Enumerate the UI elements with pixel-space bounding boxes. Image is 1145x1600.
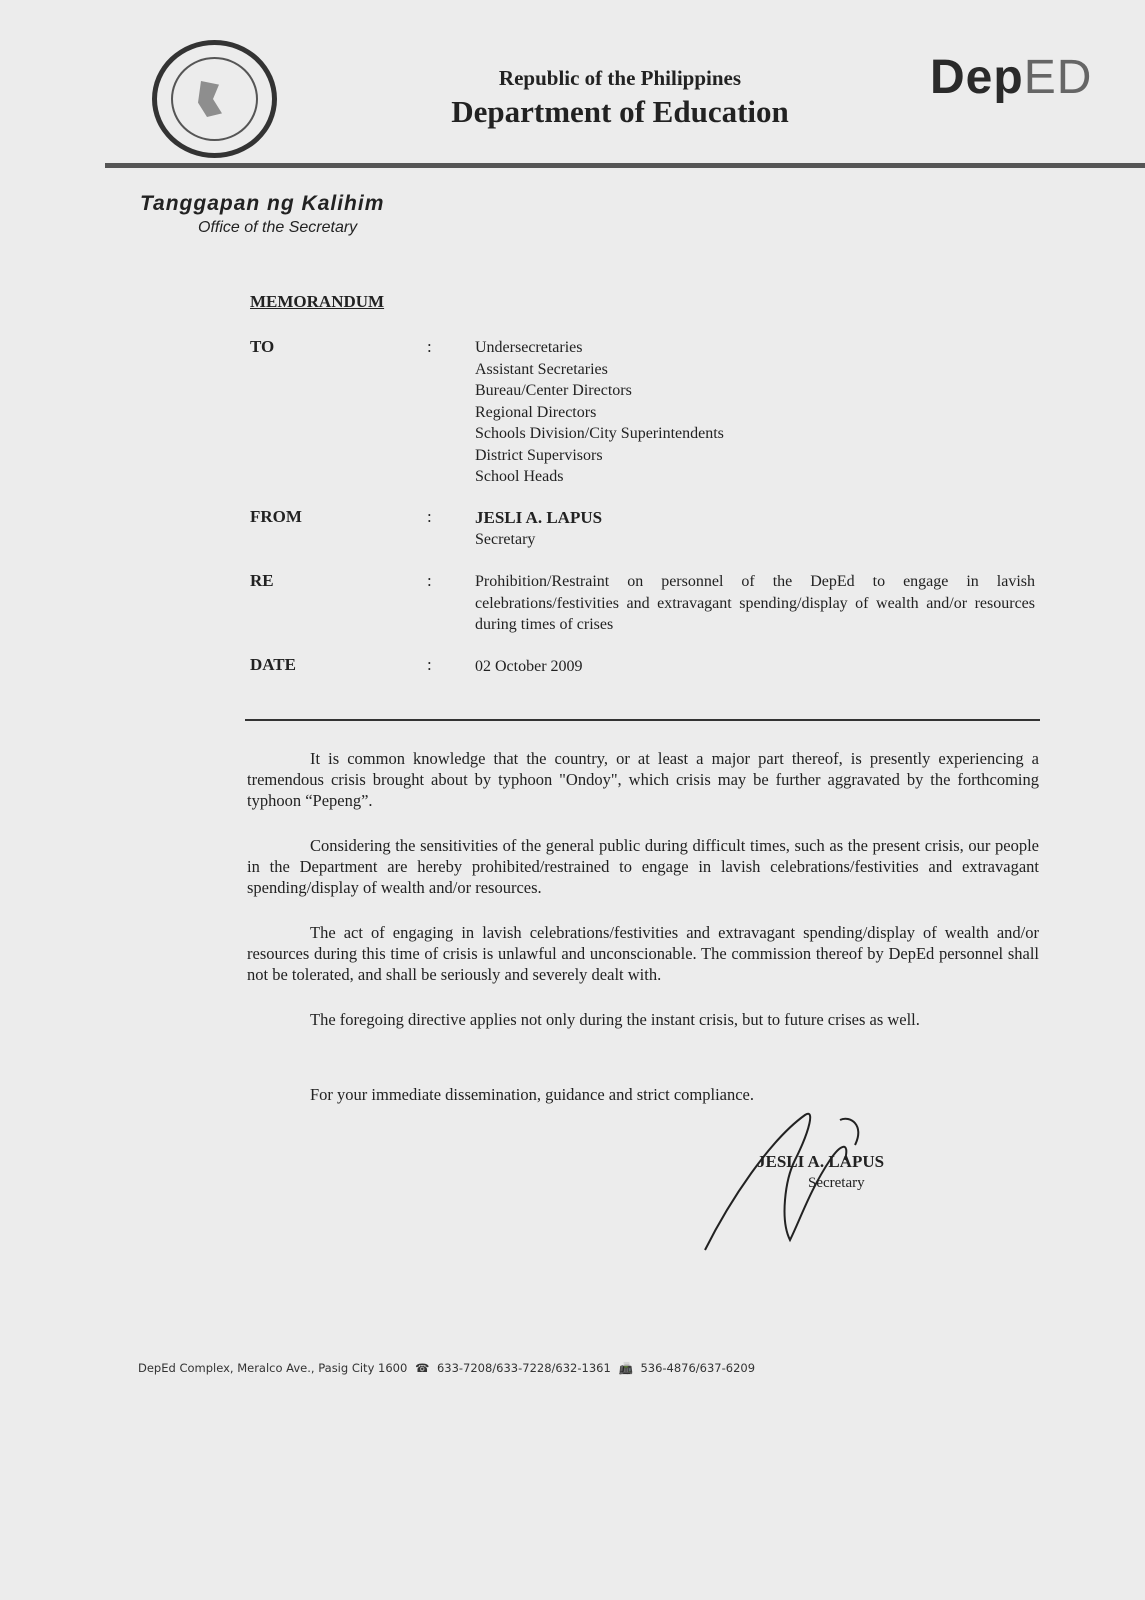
recipient: Schools Division/City Superintendents [475, 425, 724, 442]
header-divider [105, 163, 1145, 168]
handwritten-signature [700, 1100, 900, 1260]
office-english: Office of the Secretary [198, 219, 358, 236]
to-colon: : [427, 337, 432, 356]
body-paragraph: The act of engaging in lavish celebrations/festivities and extravagant spending/display of wealth and/or resources during this time of crisis is unlawful and unconscionable. The commission thereof by DepEd personnel shall not be tolerated, and shall be seriously and severely dealt with. [247, 923, 1039, 984]
footer-fax: 536-4876/637-6209 [640, 1361, 756, 1375]
body-paragraph: The foregoing directive applies not only during the instant crisis, but to future crises as well. [310, 1010, 920, 1029]
from-name: JESLI A. LAPUS [475, 508, 603, 527]
footer-address: DepEd Complex, Meralco Ave., Pasig City 1600 [138, 1361, 408, 1375]
body-paragraph: Considering the sensitivities of the general public during difficult times, such as the present crisis, our people in the Department are hereby prohibited/restrained to engage in lavish celebrations/festivities and extravagant spending/display of wealth and/or resources. [247, 836, 1039, 897]
deped-logo: DepED [930, 51, 1093, 104]
re-label: RE [250, 571, 274, 590]
recipient: Assistant Secretaries [475, 360, 608, 378]
from-value [475, 507, 602, 550]
signatory-title: Secretary [808, 1175, 865, 1191]
recipient: School Heads [475, 468, 564, 485]
fax-icon: 📠 [618, 1361, 633, 1375]
date-value: 02 October 2009 [475, 658, 583, 675]
re-colon: : [427, 571, 432, 590]
from-colon: : [427, 507, 432, 526]
department-heading: Department of Education [451, 94, 789, 129]
signatory-name: JESLI A. LAPUS [757, 1152, 885, 1171]
memo-divider [245, 719, 1040, 721]
footer-phones: 633-7208/633-7228/632-1361 [436, 1361, 611, 1375]
date-label: DATE [250, 655, 296, 674]
memo-body [247, 748, 1039, 1054]
closing-line: For your immediate dissemination, guidance and strict compliance. [310, 1085, 755, 1104]
date-colon: : [427, 655, 432, 674]
office-filipino: Tanggapan ng Kalihim [140, 192, 385, 215]
memo-heading: MEMORANDUM [250, 292, 385, 311]
recipient: Undersecretaries [475, 339, 583, 356]
from-title: Secretary [475, 530, 536, 548]
recipient: Regional Directors [475, 403, 597, 421]
recipient: Bureau/Center Directors [475, 382, 632, 399]
to-recipients [475, 337, 724, 488]
recipient: District Supervisors [475, 446, 603, 464]
footer-contact [138, 1361, 759, 1375]
from-label: FROM [250, 507, 302, 526]
body-paragraph: It is common knowledge that the country, or at least a major part thereof, is presently experiencing a tremendous crisis brought about by typhoon "Ondoy", which crisis may be further aggravated by the forthcoming typhoon “Pepeng”. [247, 749, 1039, 810]
to-label: TO [250, 337, 275, 356]
phone-icon: ☎ [414, 1361, 430, 1375]
re-text: Prohibition/Restraint on personnel of the DepEd to engage in lavish celebrations/festivities and extravagant spending/display of wealth and/or resources during times of crises [475, 573, 1035, 633]
republic-heading: Republic of the Philippines [498, 66, 742, 90]
